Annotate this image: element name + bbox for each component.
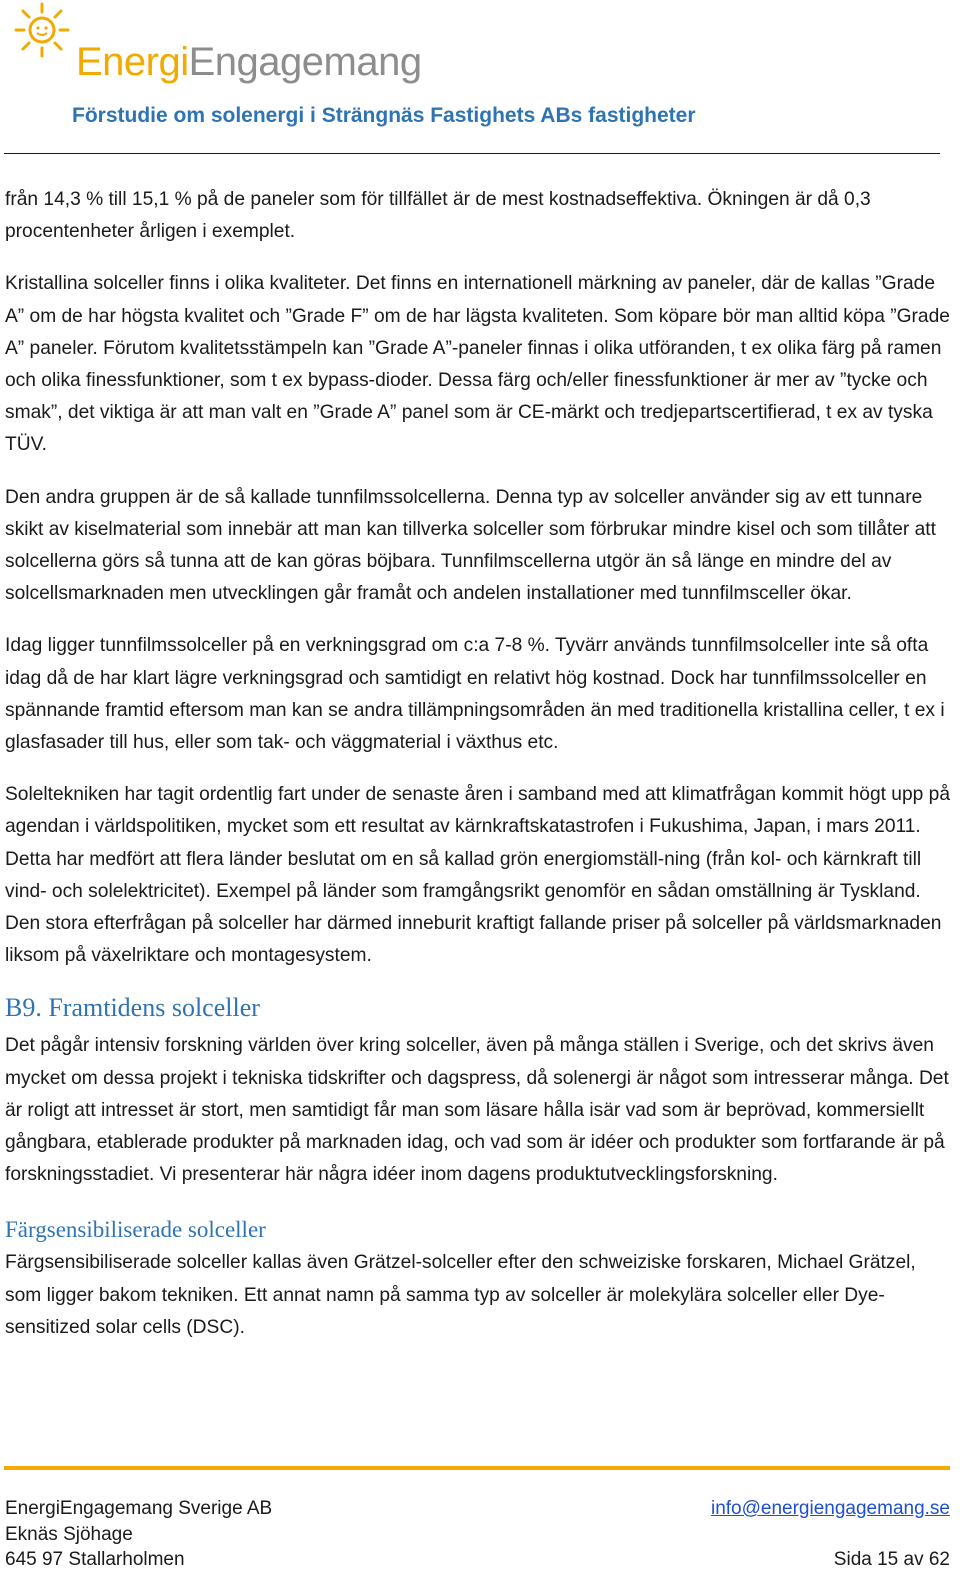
footer-address-line2: 645 97 Stallarholmen <box>5 1549 185 1570</box>
logo-engagemang: Engagemang <box>188 40 422 84</box>
paragraph-thin-film-efficiency: Idag ligger tunnfilmssolceller på en verkningsgrad om c:a 7-8 %. Tyvärr används tunnfilmsolceller inte så ofta idag då de har klart lägre verkningsgrad och samtidigt en relativt hög kostnad. Dock har tunnfilmssolceller en spännande framtid eftersom man kan se andra tillämpningsområden än med traditionella kristallina celler, t ex i glasfasader till hus, eller som tak- och väggmaterial i växthus etc. <box>5 635 945 754</box>
logo-energi: Energi <box>76 40 189 84</box>
section-heading-b9: B9. Framtidens solceller <box>5 993 260 1023</box>
page-content <box>5 184 950 1344</box>
paragraph-research: Det pågår intensiv forskning världen över kring solceller, även på många ställen i Sverige, och det skrivs även mycket om dessa projekt i tekniska tidskrifter och dagspress, då solenergi är något som intresserar många. Det är roligt att intresset är stort, men samtidigt får man som läsare hålla isär vad som är beprövad, kommersiellt gångbara, etablerade produkter på marknaden idag, och vad som är idéer och produkter som fortfarande är på forskningsstadiet. Vi presenterar här några idéer inom dagens produktutvecklingsforskning. <box>5 1035 949 1186</box>
footer-email-link[interactable]: info@energiengagemang.se <box>710 1498 950 1519</box>
footer-address <box>5 1496 272 1573</box>
footer-company: EnergiEngagemang Sverige AB <box>5 1498 273 1519</box>
paragraph-efficiency: från 14,3 % till 15,1 % på de paneler som för tillfället är de mest kostnadseffektiva. Ökningen är då 0,3 procentenheter årligen i exemplet. <box>5 189 871 243</box>
company-logo <box>8 0 428 90</box>
paragraph-market: Soleltekniken har tagit ordentlig fart under de senaste åren i samband med att klimatfrågan kommit högt upp på agendan i världspolitiken, mycket som ett resultat av kärnkraftskatastrofen i Fukushima, Japan, i mars 2011. Detta har medfört att flera länder beslutat om en så kallad grön energiomställ-ning (från kol- och kärnkraft till vind- och solelektricitet). Exempel på länder som framgångsrikt genomför en sådan omställning är Tyskland. Den stora efterfrågan på solceller har därmed inneburit kraftigt fallande priser på solceller på världsmarknaden liksom på växelriktare och montagesystem. <box>5 784 950 967</box>
header-divider <box>4 153 940 154</box>
subheading-dye-sensitized: Färgsensibiliserade solceller <box>5 1217 266 1243</box>
paragraph-crystalline: Kristallina solceller finns i olika kvaliteter. Det finns en internationell märkning av paneler, där de kallas ”Grade A” om de har högsta kvalitet och ”Grade F” om de har lägsta kvaliteten. Som köpare bör man alltid köpa ”Grade A” paneler. Förutom kvalitetsstämpeln kan ”Grade A”-paneler finnas i olika utföranden, t ex olika färg på ramen och olika finessfunktioner, som t ex bypass-dioder. Dessa färg och/eller finessfunktioner är mer av ”tycke och smak”, det viktiga är att man valt en ”Grade A” panel som är CE-märkt och tredjepartscertifierad, t ex av tyska TÜV. <box>5 273 950 456</box>
paragraph-dye-sensitized: Färgsensibiliserade solceller kallas även Grätzel-solceller efter den schweiziske forskaren, Michael Grätzel, som ligger bakom tekniken. Ett annat namn på samma typ av solceller är molekylära solceller eller Dye-sensitized solar cells (DSC). <box>5 1252 916 1338</box>
footer-right <box>711 1496 950 1573</box>
footer-address-line1: Eknäs Sjöhage <box>5 1523 133 1545</box>
logo-wordmark <box>76 38 422 86</box>
page-number: Sida 15 av 62 <box>833 1549 950 1570</box>
footer-divider <box>4 1466 950 1470</box>
paragraph-thin-film: Den andra gruppen är de så kallade tunnfilmssolcellerna. Denna typ av solceller använder sig av ett tunnare skikt av kiselmaterial som innebär att man kan tillverka solceller som förbrukar mindre kisel och som tillåter att solcellerna görs så tunna att de kan göras böjbara. Tunnfilmscellerna utgör än så länge en mindre del av solcellsmarknaden men utvecklingen går framåt och andelen installationer med tunnfilmsceller ökar. <box>5 486 936 605</box>
document-title: Förstudie om solenergi i Strängnäs Fastighets ABs fastigheter <box>72 104 696 127</box>
